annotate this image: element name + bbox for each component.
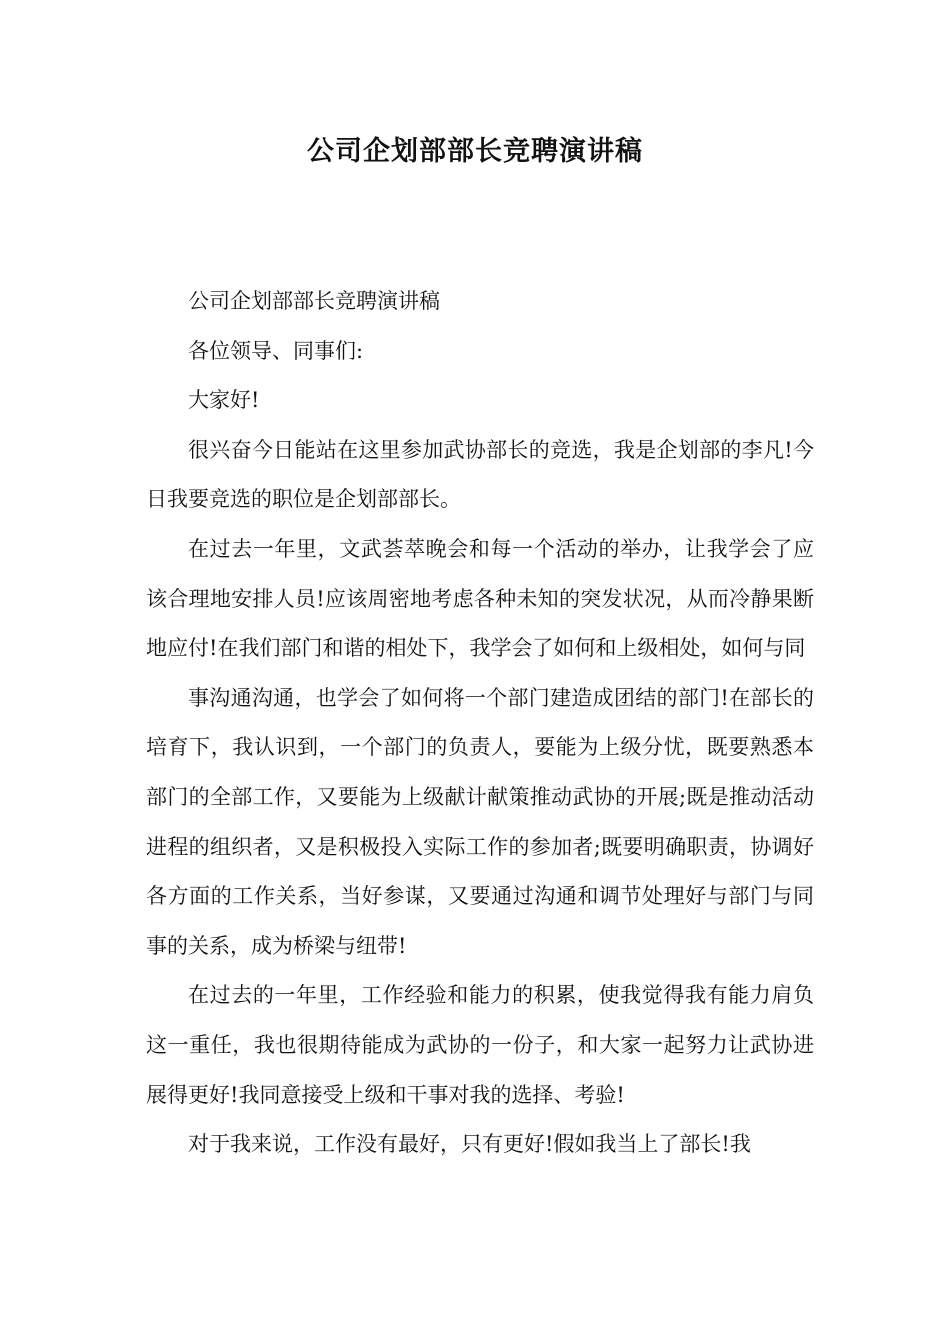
paragraph-salutation: 各位领导、同事们: bbox=[188, 338, 364, 363]
paragraph-responsibilities: 事沟通沟通，也学会了如何将一个部门建造成团结的部门!在部长的培育下，我认识到，一个部门的负责人，要能为上级分忧，既要熟悉本部门的全部工作，又要能为上级献计献策推动武协的开展;既是推动活动进程的组织者，又是积极投入实际工作的参加者;既要明确职责，协调好各方面的工作关系，当好参谋，又要通过沟通和调节处理好与部门与同事的关系，成为桥梁与纽带! bbox=[146, 685, 814, 958]
document-body bbox=[146, 277, 814, 1170]
paragraph-intro: 很兴奋今日能站在这里参加武协部长的竞选，我是企划部的李凡!今日我要竞选的职位是企划部部长。 bbox=[146, 437, 814, 512]
paragraph-past-year: 在过去一年里，文武荟萃晚会和每一个活动的举办，让我学会了应该合理地安排人员!应该周密地考虑各种未知的突发状况，从而冷静果断地应付!在我们部门和谐的相处下，我学会了如何和上级相处，如何与同 bbox=[146, 536, 814, 661]
paragraph-ability: 在过去的一年里，工作经验和能力的积累，使我觉得我有能力肩负这一重任，我也很期待能成为武协的一份子，和大家一起努力让武协进展得更好!我同意接受上级和干事对我的选择、考验! bbox=[146, 983, 814, 1107]
paragraph-commitment: 对于我来说，工作没有最好，只有更好!假如我当上了部长!我 bbox=[188, 1132, 751, 1157]
paragraph-greeting: 大家好! bbox=[188, 388, 260, 413]
paragraph-heading: 公司企划部部长竞聘演讲稿 bbox=[188, 289, 440, 313]
document-title: 公司企划部部长竞聘演讲稿 bbox=[307, 136, 643, 167]
